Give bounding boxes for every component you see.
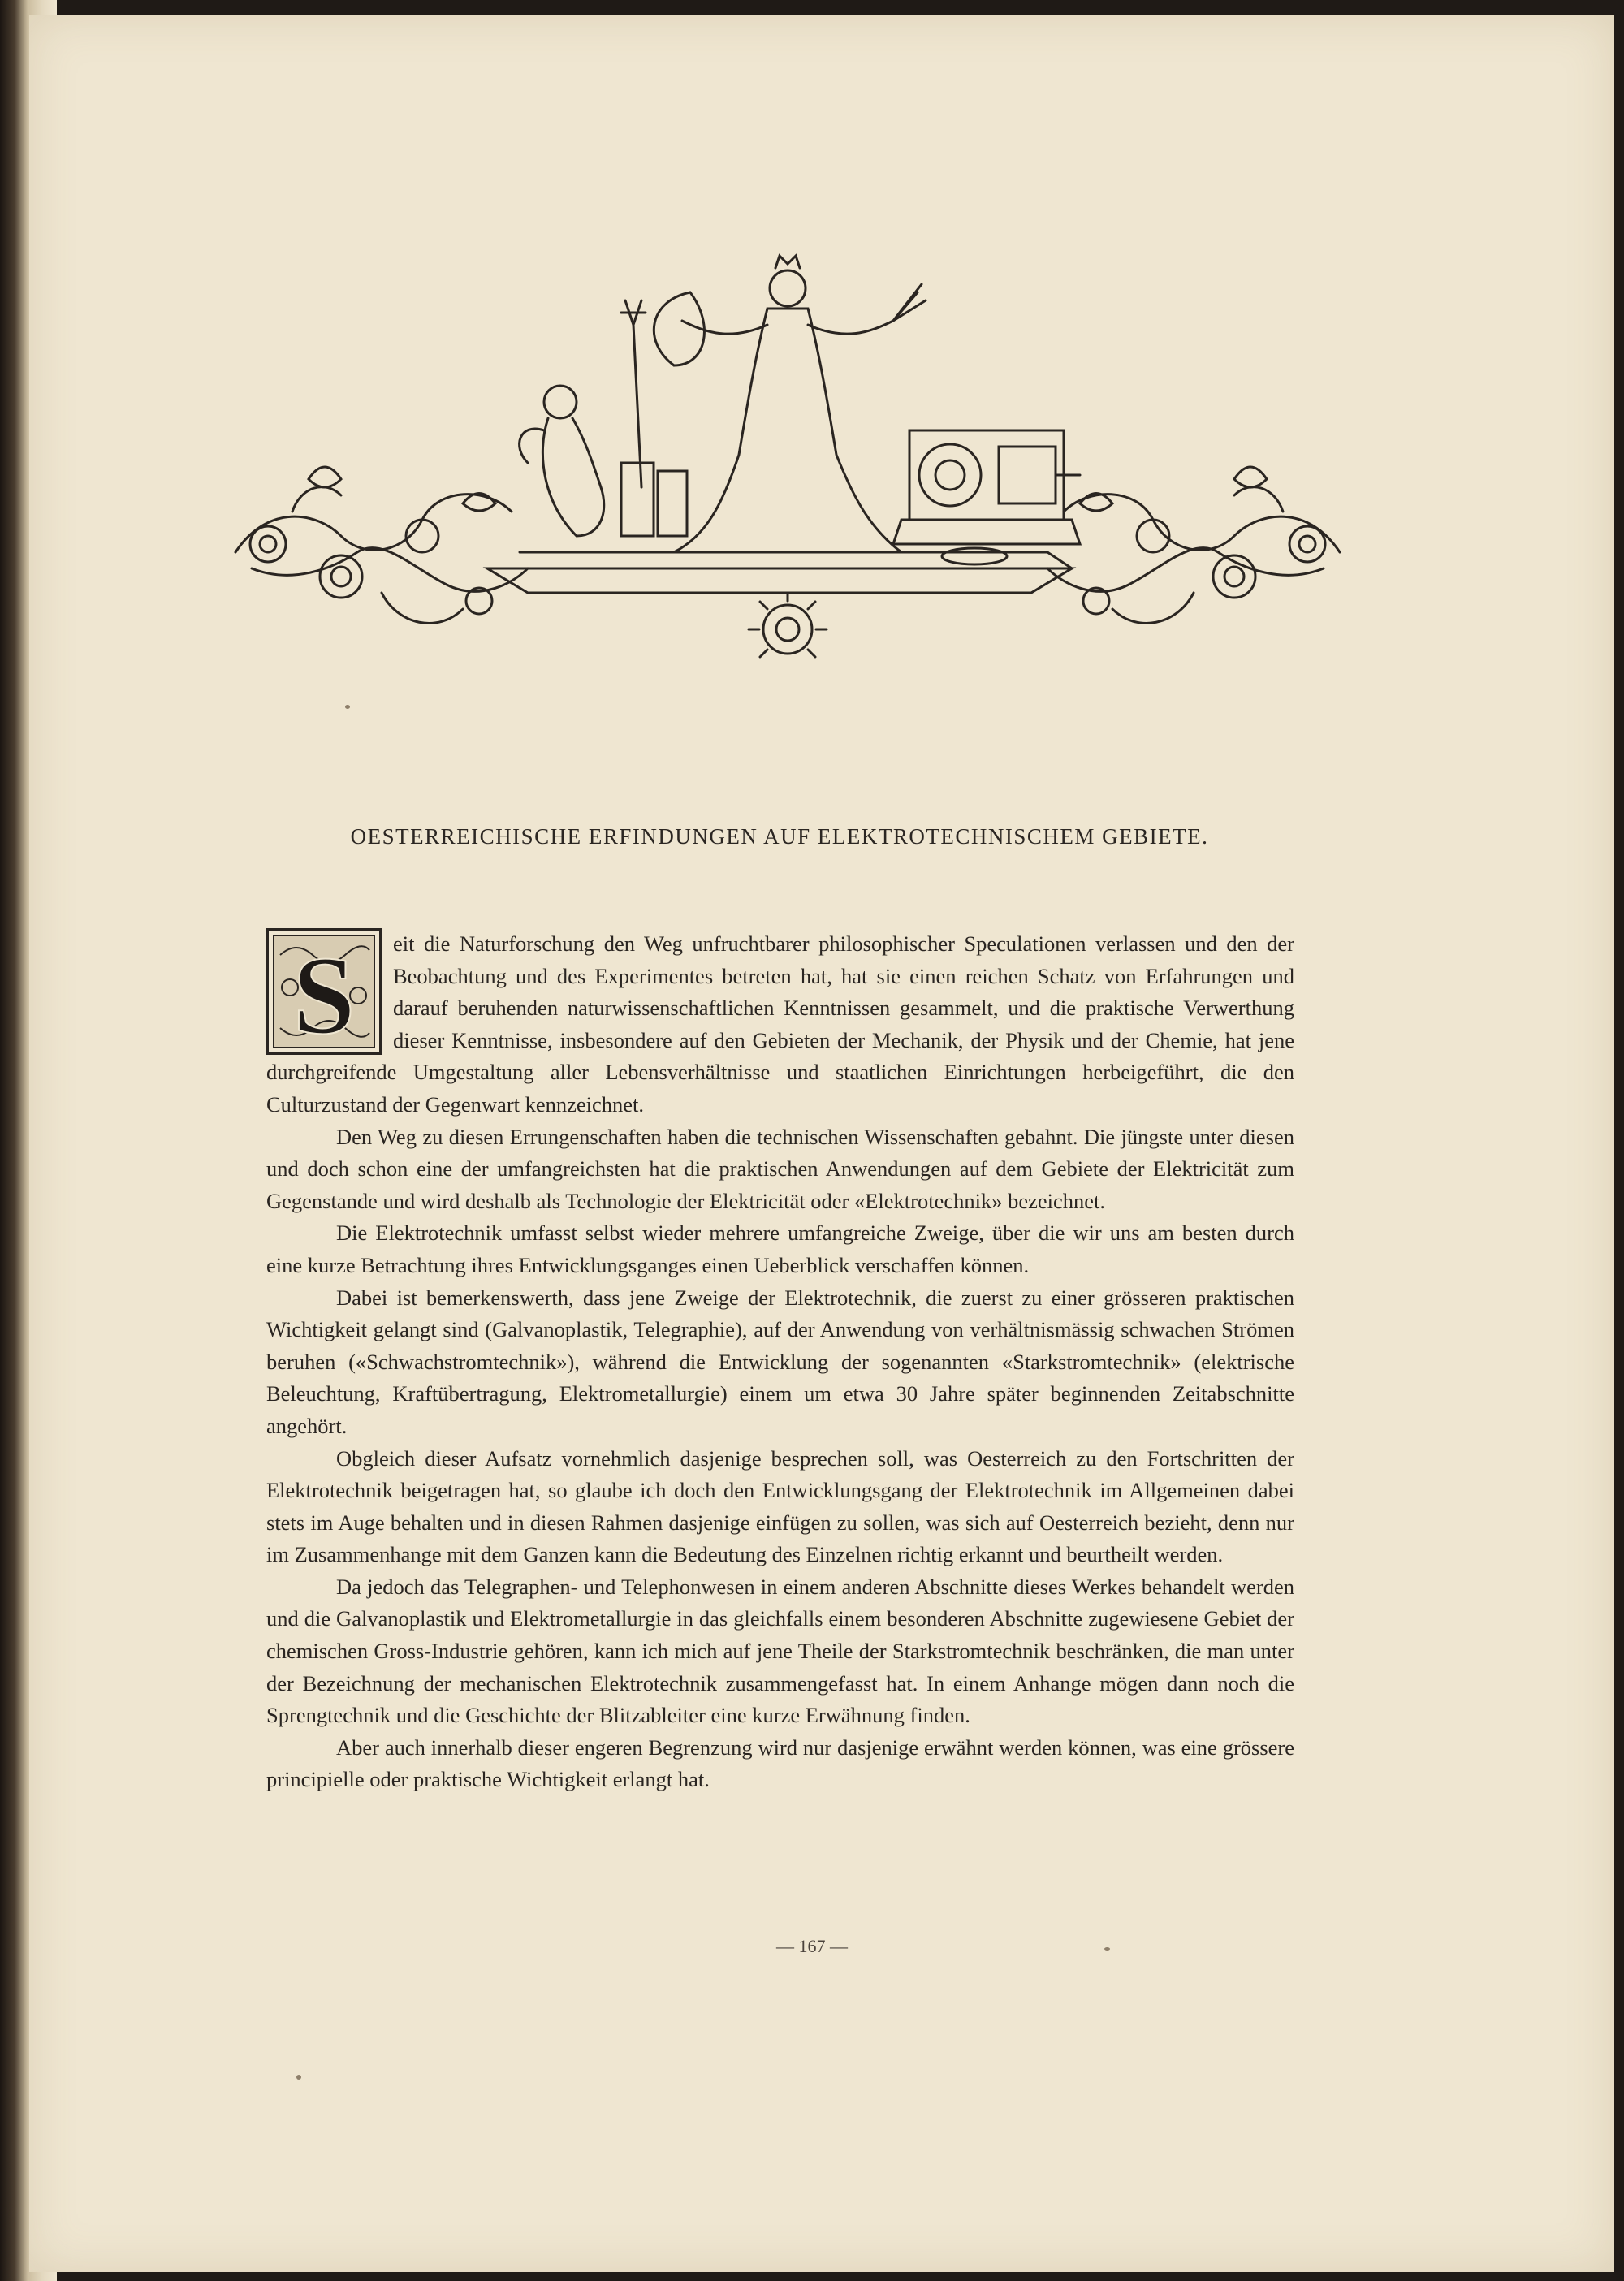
paper-spot xyxy=(1104,1947,1110,1951)
paper-spot xyxy=(345,705,350,709)
decorative-initial xyxy=(266,928,382,1055)
paper-spot xyxy=(296,2075,301,2080)
paragraph: Obgleich dieser Aufsatz vornehmlich dasjenige besprechen soll, was Oesterreich zu den Fortschritten der Elektrotechnik beigetragen hat, so glaube ich doch den Entwicklungsgang der Elektrotechnik im Allgemeinen dabei stets im Auge behalten und in diesen Rahmen dasjenige einfügen zu sollen, was sich auf Oesterreich bezieht, denn nur im Zusammenhange mit dem Ganzen kann die Bedeutung des Einzelnen richtig erkannt und beurtheilt werden. xyxy=(266,1445,1294,1567)
paragraph: Da jedoch das Telegraphen- und Telephonwesen in einem anderen Abschnitte dieses Werkes behandelt werden und die Galvanoplastik und Elektrometallurgie in das gleichfalls einem besonderen Abschnitte zugewiesene Gebiet der chemischen Gross-Industrie gehören, kann ich mich auf jene Theile der Starkstromtechnik beschränken, die man unter der Bezeichnung der mechanischen Elektrotechnik zusammengefasst hat. In einem Anhange mögen dann noch die Sprengtechnik und die Geschichte der Blitzableiter eine kurze Erwähnung finden. xyxy=(266,1574,1294,1728)
initial-s-ornament xyxy=(269,931,379,1052)
paragraph: eit die Naturforschung den Weg unfruchtbarer philosophischer Speculationen verlassen und den der Beobachtung und des Experimentes betreten hat, hat sie einen reichen Schatz von Erfahrungen und darauf beruhenden naturwissenschaftlichen Kenntnissen gesammelt, und die praktische Verwerthung dieser Kenntnisse, insbesondere auf den Gebieten der Mechanik, der Physik und der Chemie, hat jene durchgreifende Umgestaltung aller Lebensverhältnisse und staatlichen Einrichtungen herbeigeführt, die den Culturzustand der Gegenwart kennzeichnet. xyxy=(266,931,1294,1117)
article-heading: OESTERREICHISCHE ERFINDUNGEN AUF ELEKTROTECHNISCHEM GEBIETE. xyxy=(350,824,1209,849)
paragraph: Die Elektrotechnik umfasst selbst wieder mehrere umfangreiche Zweige, über die wir uns am besten durch eine kurze Betrachtung ihres Entwicklungsganges einen Ueberblick verschaffen können. xyxy=(266,1220,1294,1277)
paragraph: Den Weg zu diesen Errungenschaften haben die technischen Wissenschaften gebahnt. Die jüngste unter diesen und doch schon eine der umfangreichsten hat die praktischen Anwendungen auf dem Gebiete der Elektricität zum Gegenstande und wird deshalb als Technologie der Elektricität oder «Elektrotechnik» bezeichnet. xyxy=(266,1124,1294,1213)
allegorical-vignette xyxy=(219,244,1356,666)
paragraph: Dabei ist bemerkenswerth, dass jene Zweige der Elektrotechnik, die zuerst zu einer grösseren praktischen Wichtigkeit gelangt sind (Galvanoplastik, Telegraphie), auf der Anwendung von verhältnismässig schwachen Strömen beruhen («Schwachstromtechnik»), während die Entwicklung der sogenannten «Starkstromtechnik» (elektrische Beleuchtung, Kraftübertragung, Elektrometallurgie) einem um etwa 30 Jahre später beginnenden Zeitabschnitte angehört. xyxy=(266,1285,1294,1438)
paragraph: Aber auch innerhalb dieser engeren Begrenzung wird nur dasjenige erwähnt werden können, was eine grössere principielle oder praktische Wichtigkeit erlangt hat. xyxy=(266,1735,1294,1792)
page-number: — 167 — xyxy=(776,1936,848,1956)
svg-text:S: S xyxy=(292,933,356,1052)
vignette-drawing xyxy=(219,244,1356,666)
article-body xyxy=(266,928,1294,1796)
